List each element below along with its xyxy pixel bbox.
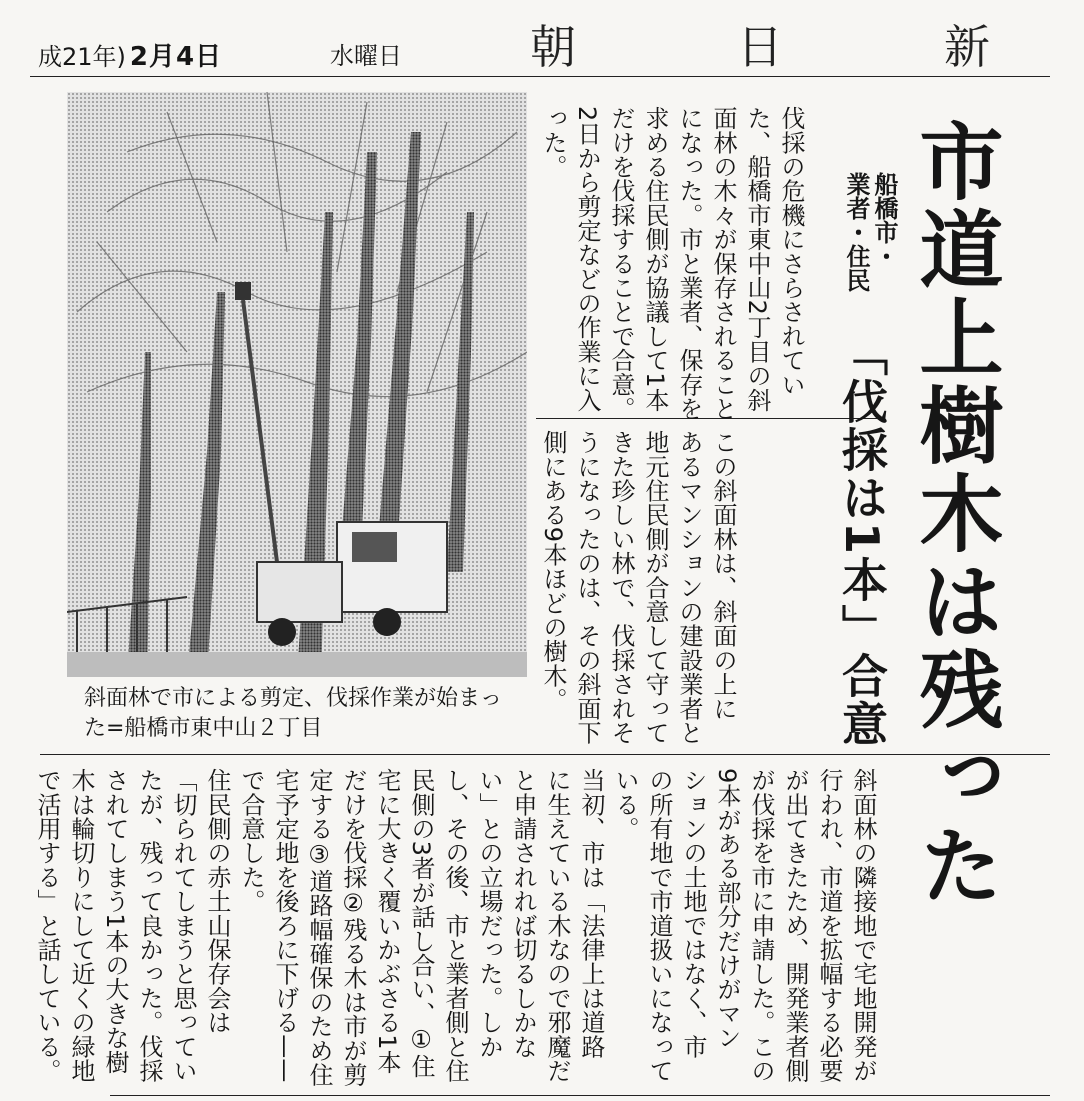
kicker: 船橋市・ 業者・住民 — [842, 172, 898, 292]
weekday-label: 水曜日 — [330, 42, 402, 70]
photo-caption: 斜面林で市による剪定、伐採作業が始まった=船橋市東中山２丁目 — [84, 686, 503, 741]
subheadline: 「伐採は1本」合意 — [835, 330, 889, 749]
header-rule — [30, 76, 1050, 77]
article-body-bottom: 斜面林の隣接地で宅地開発が 行われ、市道を拡幅する必要 が出てきたため、開発業者側 が伐採を市に申請した。この 9本がある部分だけがマン ションの土地ではなく、市 の所有地で市道扱いになって いる。 当初、市は「法律上は道路 に生えている木なので邪魔だ と申請されれば切るしかな い」との立場だった。しか し、その後、市と業者側と住 民側の3者が話し合い、①住 宅に大きく覆いかぶさる1本 だけを伐採②残る木は市が剪 定する③道路幅確保のため住 宅予定地を後ろに下げる—— で合意した。 住民側の赤土山保存会は 「切られてしまうと思ってい たが、残って良かった。伐採 されてしまう1本の大きな樹 木は輪切りにして近くの緑地 で活用する」と話している。 — [33, 768, 877, 1087]
date-label: 2月4日 — [129, 42, 223, 72]
era-label: 成21年) — [38, 43, 126, 71]
headline: 市道上樹木は残った — [906, 118, 1004, 910]
trees-and-bucket-truck-image — [67, 92, 527, 677]
newspaper-name-char: 日 — [737, 20, 783, 74]
newspaper-name — [530, 20, 990, 74]
column-rule — [40, 754, 1050, 755]
news-photo — [67, 92, 527, 677]
newspaper-name-char: 新 — [944, 20, 990, 74]
article-body-middle: この斜面林は、斜面の上に あるマンションの建設業者と 地元住民側が合意して守って きた珍しい林で、伐採されそ うになったのは、その斜面下 側にある9本ほどの樹木。 — [539, 430, 737, 745]
issue-date — [38, 36, 222, 73]
newspaper-name-char: 朝 — [530, 20, 576, 74]
article-body-lead: 伐採の危機にさらされてい た、船橋市東中山2丁目の斜 面林の木々が保存されること になった。市と業者、保存を 求める住民側が協議して1本 だけを伐採することで合意。 2日から剪定などの作業に入 った。 — [539, 106, 805, 421]
